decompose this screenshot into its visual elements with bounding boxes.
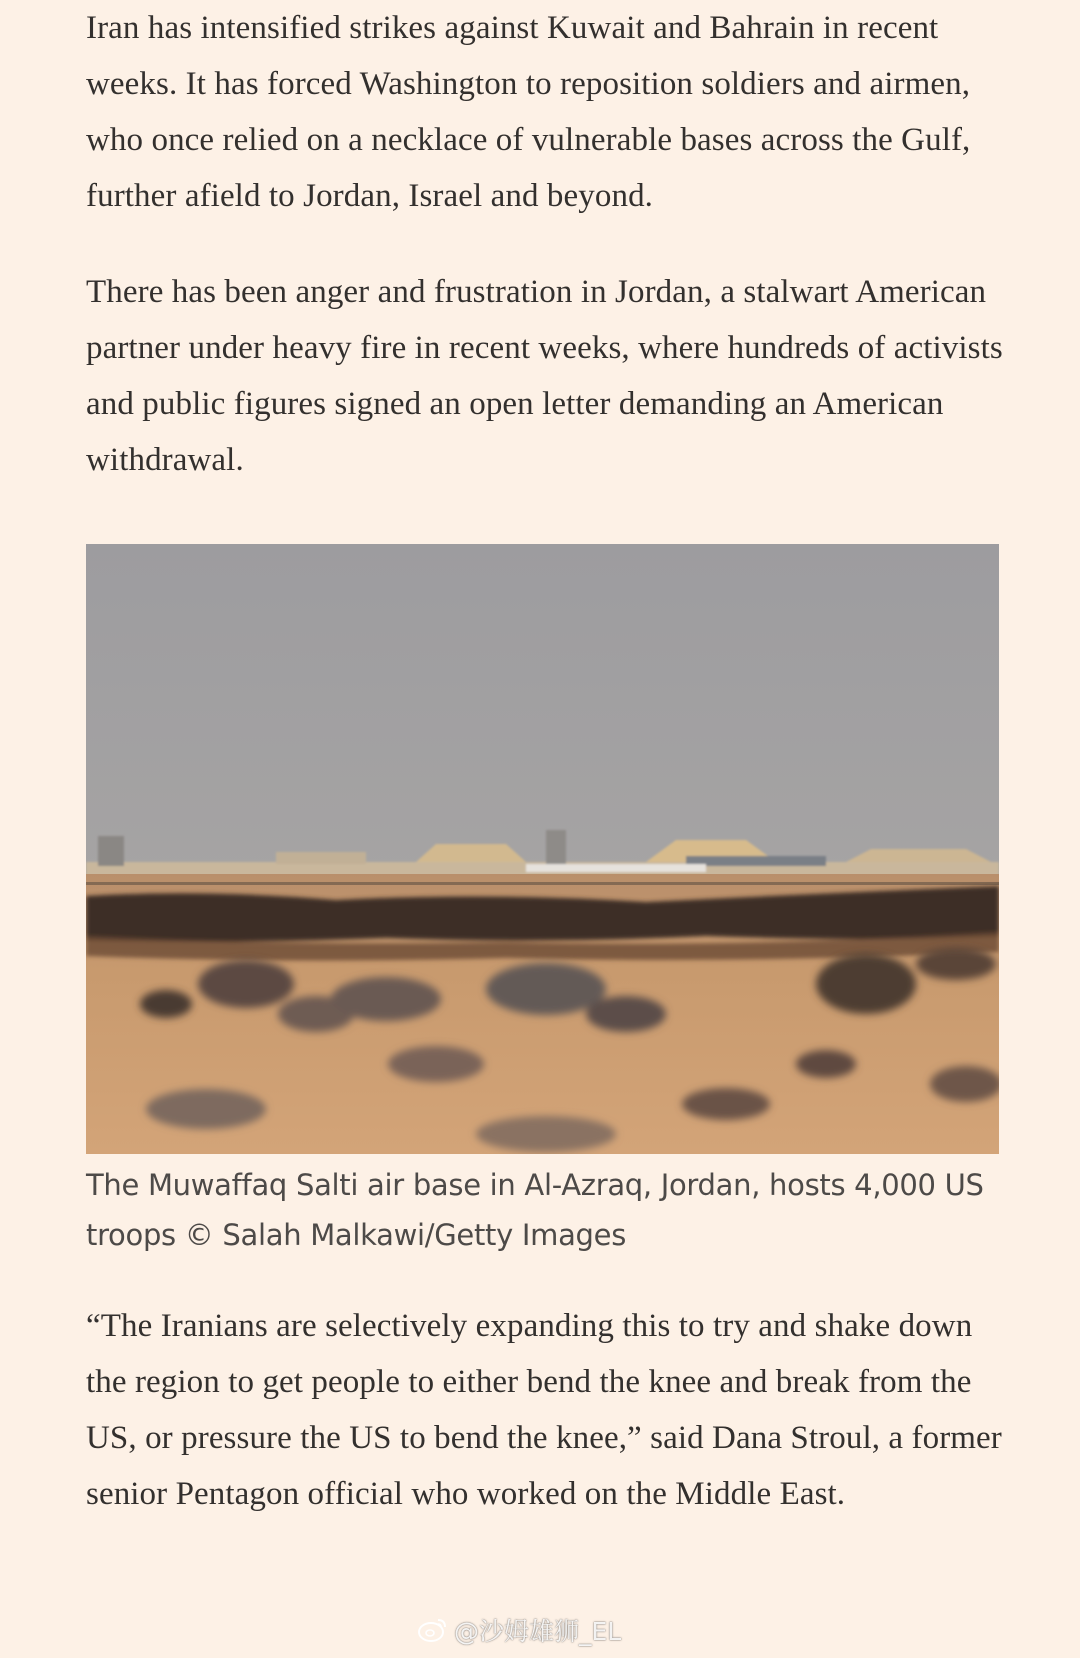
paragraph-3: “The Iranians are selectively expanding this to try and shake down the region to get people to either bend the knee and break from the US, or pressure the US to bend the knee,” said Dana Stroul, a former senior Pentagon official who worked on the Middle East. [86, 1308, 1002, 1512]
paragraph-2: There has been anger and frustration in Jordan, a stalwart American partner under heavy fire in recent weeks, where hundreds of activists and public figures signed an open letter demanding an American withdrawal. [86, 274, 1003, 478]
article-figure [86, 544, 999, 1260]
paragraph-1: Iran has intensified strikes against Kuwait and Bahrain in recent weeks. It has forced Washington to reposition soldiers and airmen, who once relied on a necklace of vulnerable bases across the Gulf, further afield to Jordan, Israel and beyond. [86, 10, 971, 214]
watermark-text: @沙姆雄狮_EL [454, 1617, 622, 1646]
article-body [86, 0, 1006, 1522]
air-base-photo[interactable] [86, 544, 999, 1154]
weibo-icon [418, 1617, 448, 1643]
figure-caption: The Muwaffaq Salti air base in Al-Azraq, Jordan, hosts 4,000 US troops © Salah Malkawi/Getty Images [86, 1168, 984, 1252]
watermark [418, 1612, 621, 1648]
